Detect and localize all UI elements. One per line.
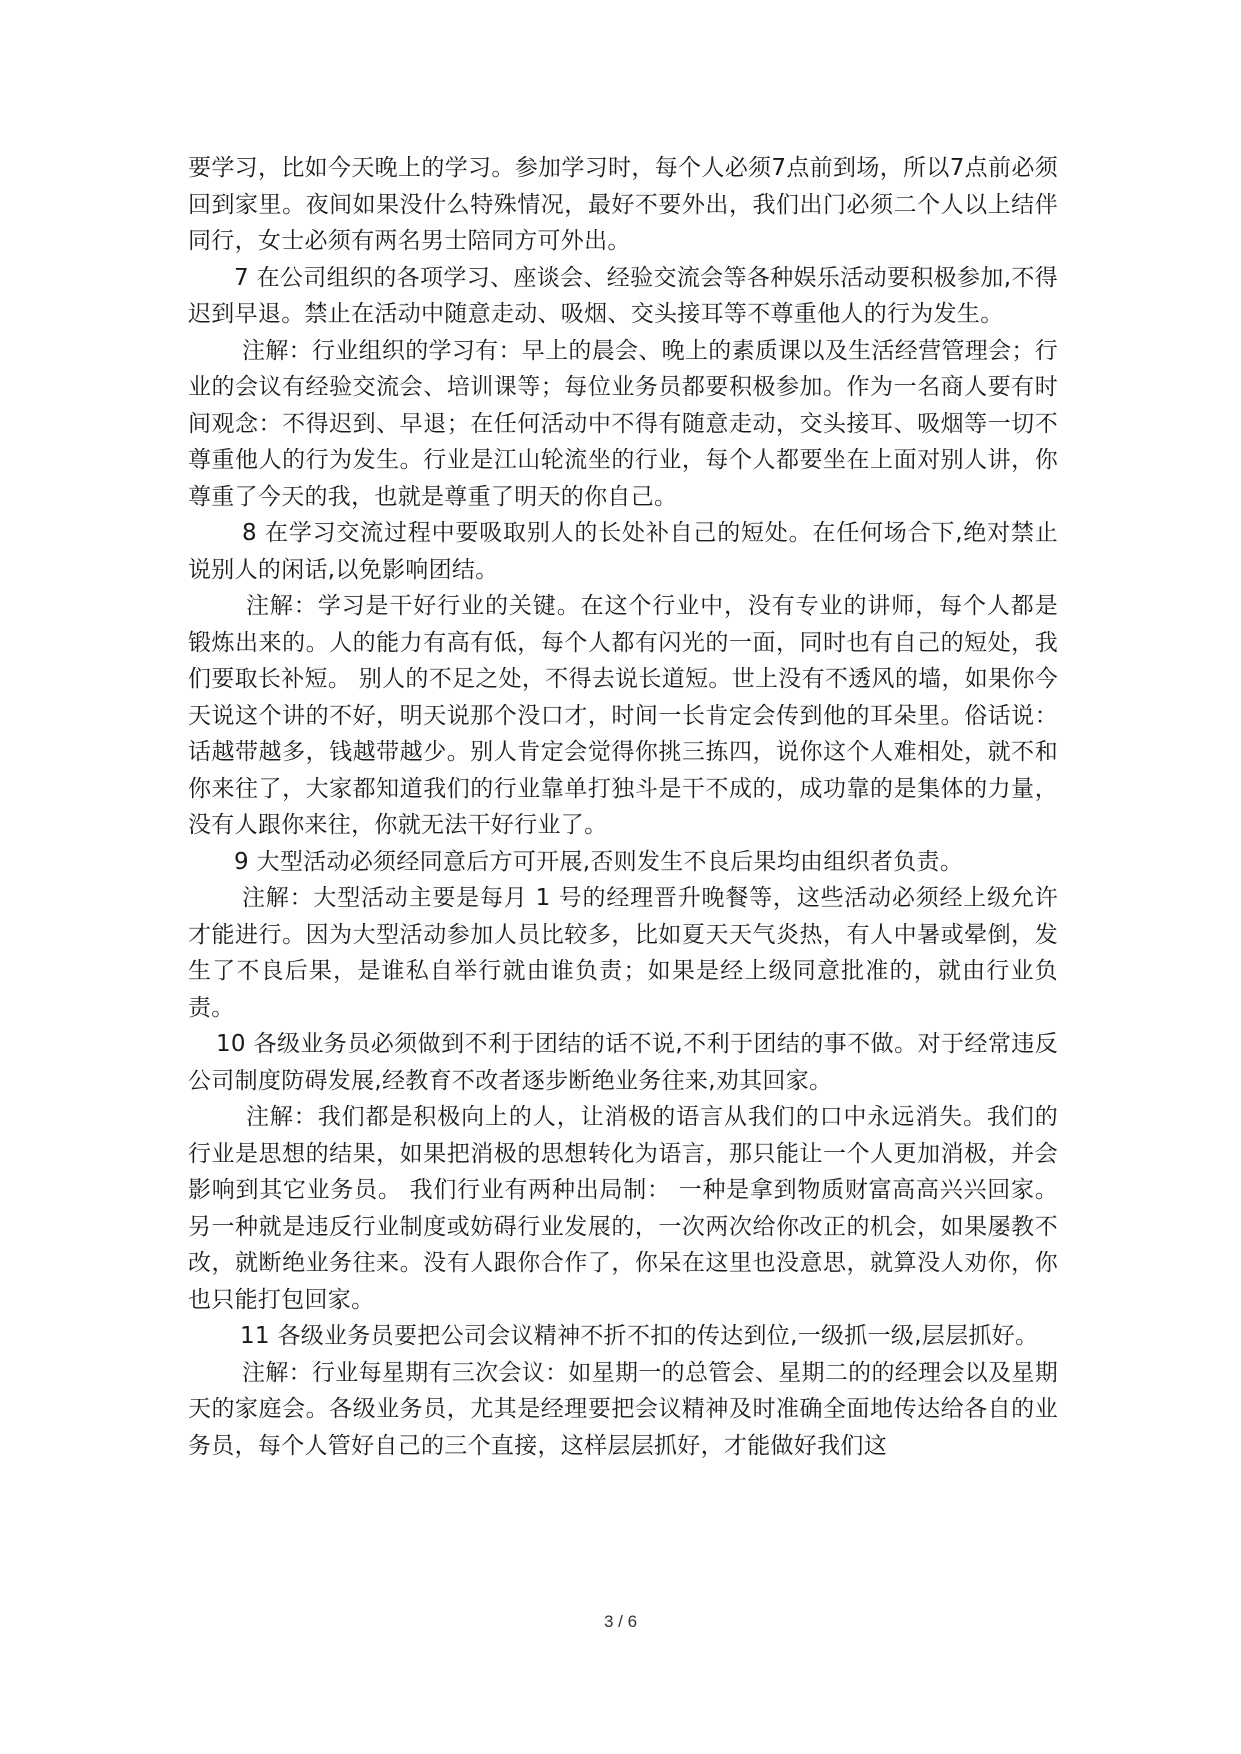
- document-body: [188, 150, 1058, 1464]
- paragraph-continuation: 要学习，比如今天晚上的学习。参加学习时，每个人必须7点前到场，所以7点前必须回到家里。夜间如果没什么特殊情况，最好不要外出，我们出门必须二个人以上结伴同行，女士必须有两名男士陪同方可外出。: [188, 155, 1058, 254]
- rule-7: 7 在公司组织的各项学习、座谈会、经验交流会等各种娱乐活动要积极参加,不得迟到早退。禁止在活动中随意走动、吸烟、交头接耳等不尊重他人的行为发生。: [188, 264, 1058, 327]
- rule-10: 10 各级业务员必须做到不利于团结的话不说,不利于团结的事不做。对于经常违反公司制度防碍发展,经教育不改者逐步断绝业务往来,劝其回家。: [188, 1031, 1058, 1094]
- page-number: 3 / 6: [603, 1612, 638, 1631]
- rule-9-note: 注解：大型活动主要是每月 1 号的经理晋升晚餐等，这些活动必须经上级允许才能进行。因为大型活动参加人员比较多，比如夏天天气炎热，有人中暑或晕倒，发生了不良后果，是谁私自举行就由谁负责；如果是经上级同意批准的，就由行业负责。: [188, 885, 1058, 1021]
- rule-9: 9 大型活动必须经同意后方可开展,否则发生不良后果均由组织者负责。: [234, 848, 964, 875]
- rule-7-note: 注解：行业组织的学习有：早上的晨会、晚上的素质课以及生活经营管理会；行业的会议有经验交流会、培训课等；每位业务员都要积极参加。作为一名商人要有时间观念：不得迟到、早退；在任何活动中不得有随意走动，交头接耳、吸烟等一切不尊重他人的行为发生。行业是江山轮流坐的行业，每个人都要坐在上面对别人讲，你尊重了今天的我，也就是尊重了明天的你自己。: [188, 337, 1058, 510]
- rule-8-note: 注解：学习是干好行业的关键。在这个行业中，没有专业的讲师，每个人都是锻炼出来的。人的能力有高有低，每个人都有闪光的一面，同时也有自己的短处，我们要取长补短。 别人的不足之处，不得去说长道短。世上没有不透风的墙，如果你今天说这个讲的不好，明天说那个没口才，时间一长肯定会传到他的耳朵里。俗话说：话越带越多，钱越带越少。别人肯定会觉得你挑三拣四，说你这个人难相处，就不和你来往了，大家都知道我们的行业靠单打独斗是干不成的，成功靠的是集体的力量，没有人跟你来往，你就无法干好行业了。: [188, 593, 1058, 838]
- rule-11-note: 注解：行业每星期有三次会议：如星期一的总管会、星期二的的经理会以及星期天的家庭会。各级业务员，尤其是经理要把会议精神及时准确全面地传达给各自的业务员，每个人管好自己的三个直接，这样层层抓好，才能做好我们这: [188, 1359, 1058, 1459]
- rule-11: 11 各级业务员要把公司会议精神不折不扣的传达到位,一级抓一级,层层抓好。: [240, 1323, 1039, 1349]
- rule-10-note: 注解：我们都是积极向上的人，让消极的语言从我们的口中永远消失。我们的行业是思想的结果，如果把消极的思想转化为语言，那只能让一个人更加消极，并会影响到其它业务员。 我们行业有两种出局制： 一种是拿到物质财富高高兴兴回家。另一种就是违反行业制度或妨碍行业发展的，一次两次给你改正的机会，如果屡教不改，就断绝业务往来。没有人跟你合作了，你呆在这里也没意思，就算没人劝你，你也只能打包回家。: [188, 1104, 1058, 1313]
- rule-8: 8 在学习交流过程中要吸取别人的长处补自己的短处。在任何场合下,绝对禁止说别人的闲话,以免影响团结。: [188, 520, 1058, 583]
